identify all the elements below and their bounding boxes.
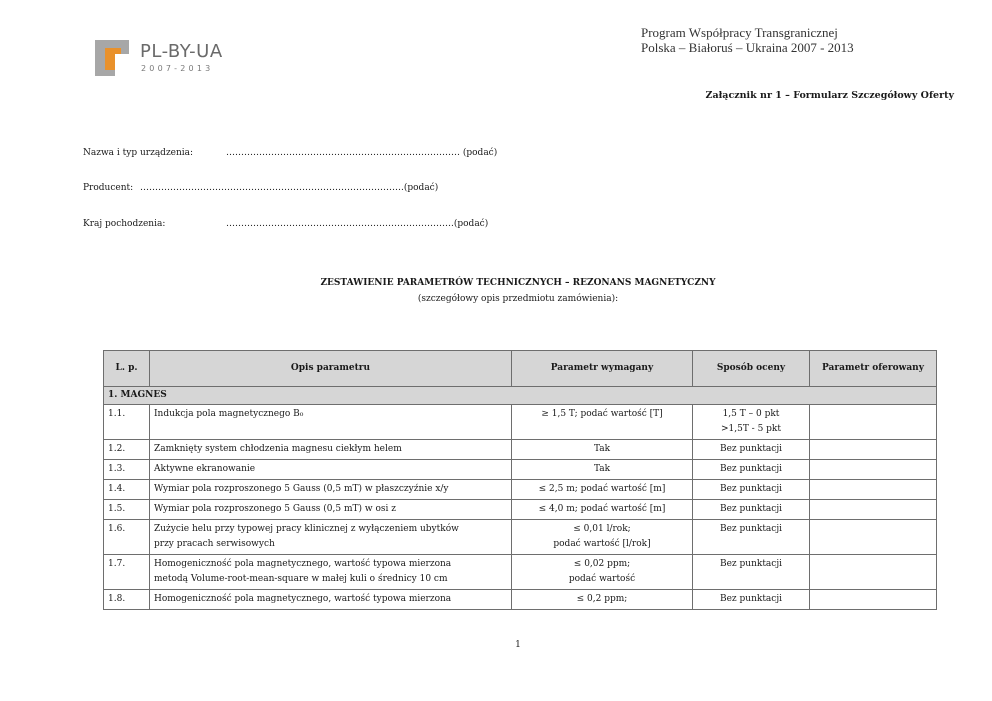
program-header [641,25,854,55]
header-lp: L. p. [104,351,150,387]
header-oferowany: Parametr oferowany [810,351,937,387]
cell-oferowany[interactable] [810,405,937,440]
cell-wymagany-line: ≤ 0,2 ppm; [576,594,628,604]
page-number: 1 [515,640,521,650]
table-row [104,460,937,480]
logo-mark-icon [95,40,129,76]
table-row [104,440,937,460]
table-row [104,520,937,555]
header-opis: Opis parametru [150,351,512,387]
cell-lp [104,460,150,480]
cell-opis-line: Homogeniczność pola magnetycznego, wartość typowa mierzona [154,594,452,604]
cell-opis-line: przy pracach serwisowych [154,539,275,549]
cell-ocena [693,500,810,520]
cell-lp-line: 1.7. [108,559,126,569]
cell-wymagany [512,500,693,520]
cell-wymagany-line: podać wartość [l/rok] [553,539,651,549]
cell-wymagany [512,480,693,500]
device-field [83,148,498,158]
cell-lp [104,555,150,590]
parameters-table [103,350,937,610]
cell-wymagany-line: ≤ 0,01 l/rok; [573,524,631,534]
cell-ocena-line: Bez punktacji [719,594,783,604]
cell-ocena [693,480,810,500]
cell-lp-line: 1.6. [108,524,126,534]
cell-lp [104,440,150,460]
cell-opis [150,405,512,440]
cell-opis [150,520,512,555]
cell-lp [104,520,150,555]
cell-oferowany[interactable] [810,555,937,590]
origin-label: Kraj pochodzenia: [83,219,166,229]
cell-opis [150,500,512,520]
cell-wymagany-line: ≥ 1,5 T; podać wartość [T] [541,409,663,419]
section-title: 1. MAGNES [104,387,937,405]
cell-wymagany [512,440,693,460]
cell-lp-line: 1.1. [108,409,126,419]
origin-value: ………………………………………………………………….(podać) [226,219,489,229]
cell-opis-line: Zamknięty system chłodzenia magnesu ciekłym helem [154,444,402,454]
logo [95,40,230,80]
cell-ocena-line: Bez punktacji [719,464,783,474]
document-subtitle: (szczegółowy opis przedmiotu zamówienia): [417,294,619,304]
table-row [104,405,937,440]
producer-label: Producent: [83,183,134,193]
cell-ocena [693,440,810,460]
cell-ocena-line: Bez punktacji [719,559,783,569]
cell-wymagany [512,405,693,440]
cell-opis [150,590,512,610]
header-wymagany: Parametr wymagany [512,351,693,387]
cell-ocena-line: Bez punktacji [719,444,783,454]
section-row [104,387,937,405]
cell-wymagany-line: ≤ 0,02 ppm; [573,559,631,569]
cell-oferowany[interactable] [810,520,937,555]
cell-opis-line: Wymiar pola rozproszonego 5 Gauss (0,5 mT) w płaszczyźnie x/y [154,484,449,494]
cell-opis-line: Homogeniczność pola magnetycznego, wartość typowa mierzona [154,559,452,569]
program-line-2: Polska – Białoruś – Ukraina 2007 - 2013 [641,40,854,55]
cell-ocena [693,555,810,590]
cell-opis [150,460,512,480]
cell-wymagany [512,520,693,555]
cell-opis [150,555,512,590]
cell-ocena [693,405,810,440]
producer-field [83,183,439,193]
producer-value: …………………………………………………………………………….(podać) [140,183,439,193]
cell-ocena [693,520,810,555]
cell-opis-line: Indukcja pola magnetycznego B₀ [154,409,304,419]
device-label: Nazwa i typ urządzenia: [83,148,194,158]
cell-wymagany-line: podać wartość [568,574,636,584]
logo-text: PL-BY-UA [140,41,223,62]
cell-wymagany-line: ≤ 4,0 m; podać wartość [m] [538,504,666,514]
cell-oferowany[interactable] [810,590,937,610]
cell-wymagany-line: Tak [593,464,611,474]
cell-lp-line: 1.3. [108,464,126,474]
cell-ocena [693,460,810,480]
cell-lp [104,480,150,500]
document-title: ZESTAWIENIE PARAMETRÓW TECHNICZNYCH – REZONANS MAGNETYCZNY [320,278,716,288]
program-line-1: Program Współpracy Transgranicznej [641,25,838,40]
cell-oferowany[interactable] [810,460,937,480]
logo-years: 2007-2013 [141,64,214,73]
cell-wymagany [512,555,693,590]
cell-wymagany-line: ≤ 2,5 m; podać wartość [m] [538,484,666,494]
origin-field [83,219,489,229]
cell-wymagany-line: Tak [593,444,611,454]
table-row [104,555,937,590]
cell-lp-line: 1.2. [108,444,126,454]
table-row [104,590,937,610]
cell-opis [150,440,512,460]
cell-ocena-line: Bez punktacji [719,484,783,494]
cell-opis-line: Aktywne ekranowanie [154,464,256,474]
cell-ocena-line: >1,5T - 5 pkt [720,424,782,434]
cell-wymagany [512,460,693,480]
cell-ocena-line: 1,5 T – 0 pkt [722,409,780,419]
cell-ocena [693,590,810,610]
device-value: …………………………………………………………………… (podać) [226,148,498,158]
cell-opis-line: Wymiar pola rozproszonego 5 Gauss (0,5 mT) w osi z [154,504,396,514]
cell-opis-line: metodą Volume-root-mean-square w małej kuli o średnicy 10 cm [154,574,448,584]
cell-lp-line: 1.4. [108,484,126,494]
annex-label: Załącznik nr 1 – Formularz Szczegółowy Oferty [705,90,954,101]
cell-opis-line: Zużycie helu przy typowej pracy klinicznej z wyłączeniem ubytków [154,524,459,534]
table-header-row [104,351,937,387]
table-row [104,480,937,500]
cell-ocena-line: Bez punktacji [719,504,783,514]
cell-lp [104,405,150,440]
cell-lp [104,500,150,520]
cell-oferowany[interactable] [810,480,937,500]
cell-lp-line: 1.5. [108,504,126,514]
cell-wymagany [512,590,693,610]
cell-oferowany[interactable] [810,440,937,460]
cell-oferowany[interactable] [810,500,937,520]
cell-lp-line: 1.8. [108,594,126,604]
cell-ocena-line: Bez punktacji [719,524,783,534]
cell-opis [150,480,512,500]
cell-lp [104,590,150,610]
table-row [104,500,937,520]
header-ocena: Sposób oceny [693,351,810,387]
